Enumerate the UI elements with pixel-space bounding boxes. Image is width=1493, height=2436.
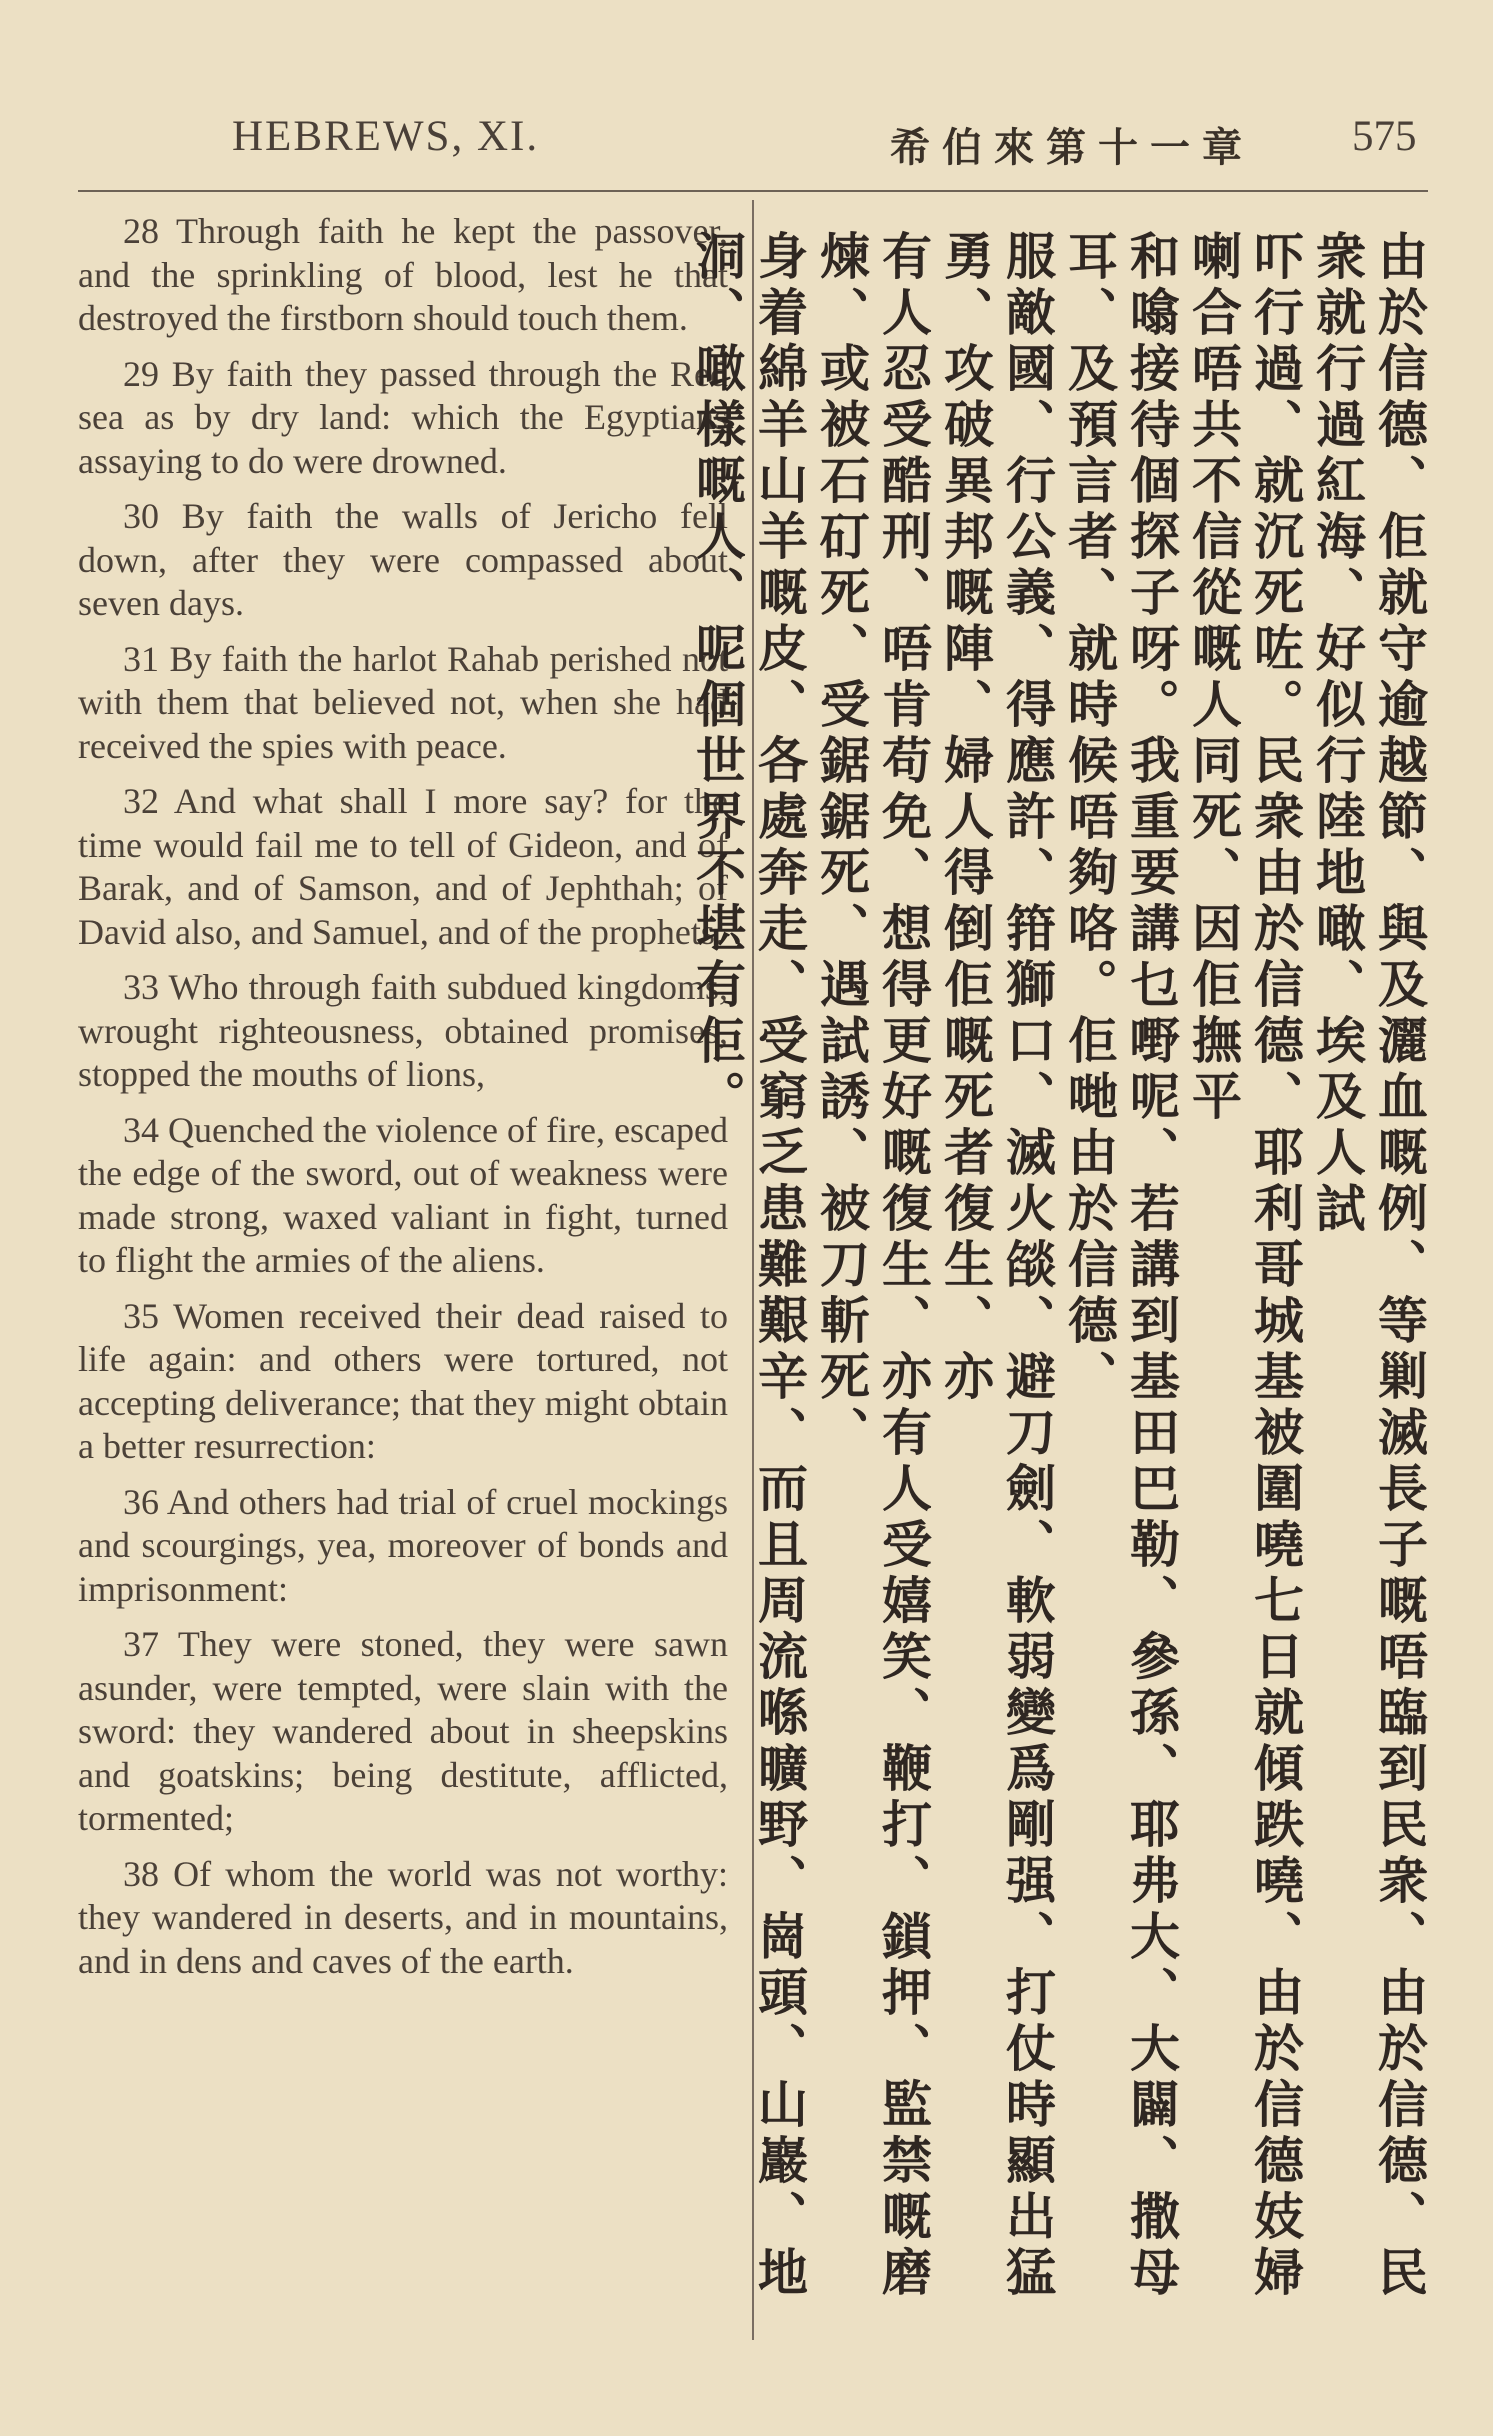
english-column [78,210,728,1995]
chinese-line-4: 服敵國、行公義、得應許、箝獅口、滅火燄、避刀劍、軟弱變爲剛强、打仗時顯出猛勇、攻破異邦嘅陣、婦人得倒佢嘅死者復生、亦 [936,230,1056,2302]
page-number: 575 [1352,113,1417,160]
header-rule [78,190,1428,192]
verse-28: 28 Through faith he kept the passover, and the sprinkling of blood, lest he that destroyed the firstborn should touch them. [78,211,728,338]
chinese-line-3: 和噏接待個探子呀。我重要講乜嘢呢、若講到基田巴勒、參孫、耶弗大、大闢、撒母耳、及預言者、就時候唔夠咯。佢哋由於信德、 [1060,230,1180,2302]
verse-32: 32 And what shall I more say? for the time would fail me to tell of Gideon, and of Barak, and of Samson, and of Jephthah; of David also, and Samuel, and of the prophets: [78,781,728,952]
verse-37: 37 They were stoned, they were sawn asunder, were tempted, were slain with the sword: they wandered about in sheepskins and goatskins; being destitute, afflicted, tormented; [78,1624,728,1838]
chinese-line-1: 由於信德、佢就守逾越節、與及灑血嘅例、等剿滅長子嘅唔臨到民衆、由於信德、民衆就行過紅海、好似行陸地噉、埃及人試 [1308,230,1428,2302]
chinese-line-5: 有人忍受酷刑、唔肯苟免、想得更好嘅復生、亦有人受嬉笑、鞭打、鎖押、監禁嘅磨煉、或被石矴死、受鋸鋸死、遇試誘、被刀斬死、 [812,230,932,2302]
running-head-chinese: 希伯來第十一章 [890,125,1254,171]
verse-38: 38 Of whom the world was not worthy: they wandered in deserts, and in mountains, and in dens and caves of the earth. [78,1853,728,1981]
running-head-english: HEBREWS, XI. [232,113,540,160]
verse-29: 29 By faith they passed through the Red sea as by dry land: which the Egyptians assaying to do were drowned. [78,353,728,481]
verse-36: 36 And others had trial of cruel mockings and scourgings, yea, moreover of bonds and imprisonment: [78,1481,728,1609]
chinese-line-6: 身着綿羊山羊嘅皮、各處奔走、受窮乏患難艱辛、而且周流喺曠野、崗頭、山巖、地洞、噉樣嘅人、呢個世界不堪有佢。 [688,230,808,2302]
verse-33: 33 Who through faith subdued kingdoms, wrought righteousness, obtained promises, stopped the mouths of lions, [78,967,728,1094]
verse-31: 31 By faith the harlot Rahab perished not with them that believed not, when she had received the spies with peace. [78,638,728,766]
chinese-line-2: 吓行過、就沉死咗。民衆由於信德、耶利哥城基被圍嘵七日就傾跌嘵、由於信德妓婦喇合唔共不信從嘅人同死、因佢撫平 [1184,230,1304,2302]
verse-30: 30 By faith the walls of Jericho fell down, after they were compassed about seven days. [78,496,728,623]
chinese-column [688,230,1430,2310]
verse-35: 35 Women received their dead raised to life again: and others were tortured, not accepting deliverance; that they might obtain a better resurrection: [78,1295,728,1466]
verse-34: 34 Quenched the violence of fire, escaped the edge of the sword, out of weakness were made strong, waxed valiant in fight, turned to flight the armies of the aliens. [78,1109,728,1280]
